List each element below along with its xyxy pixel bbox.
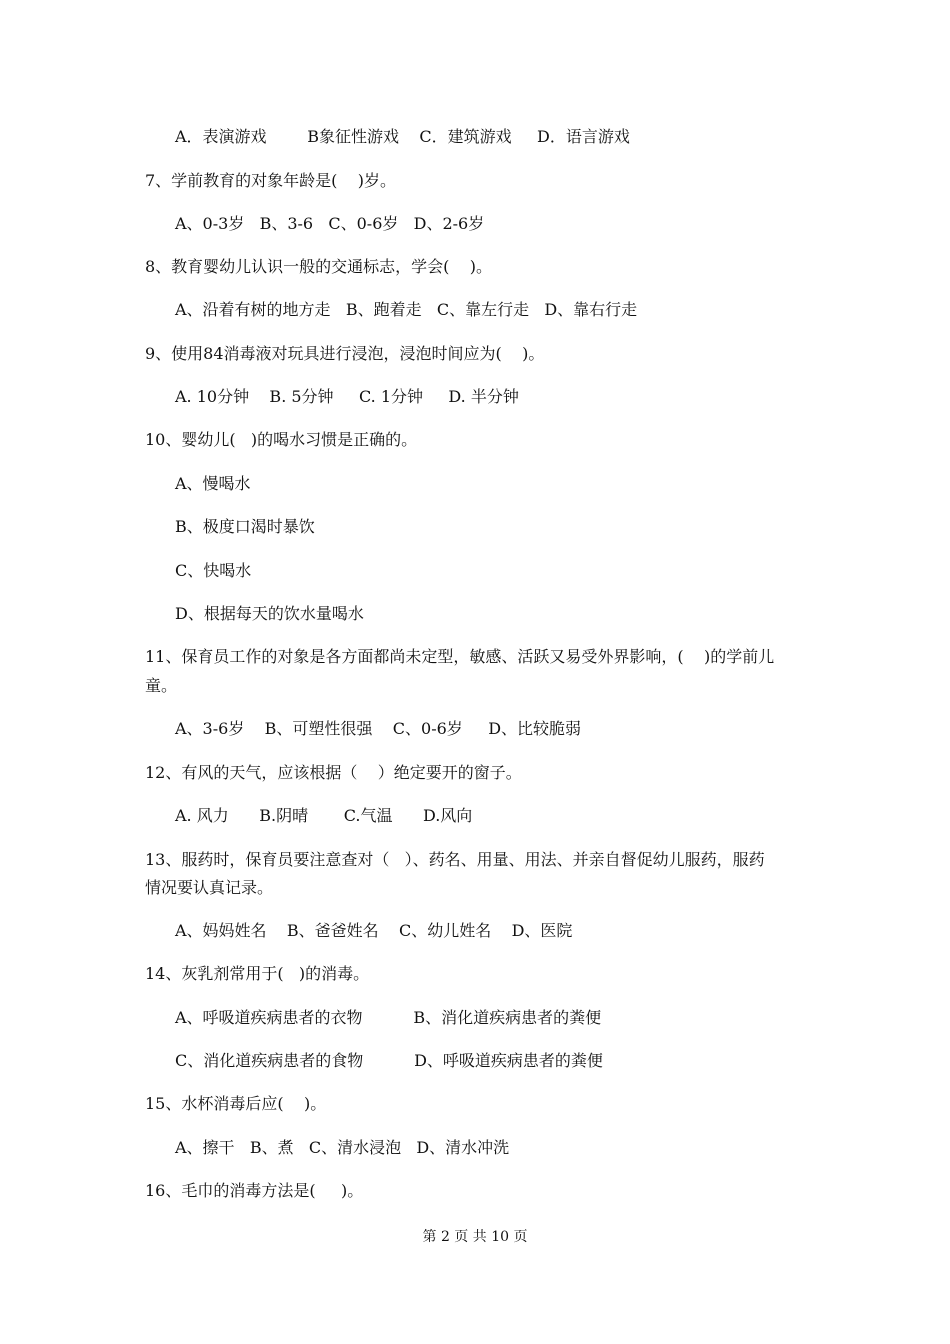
question-10-option-a: A、慢喝水 <box>175 474 251 493</box>
question-11: 11、保育员工作的对象是各方面都尚未定型，敏感、活跃又易受外界影响，( )的学前儿 <box>145 647 775 666</box>
question-10-option-c: C、快喝水 <box>175 561 252 580</box>
question-16: 16、毛巾的消毒方法是( )。 <box>145 1181 364 1200</box>
question-7: 7、学前教育的对象年龄是( )岁。 <box>145 171 397 190</box>
question-14-options-ab: A、呼吸道疾病患者的衣物 B、消化道疾病患者的粪便 <box>175 1008 602 1027</box>
question-13-continued: 情况要认真记录。 <box>145 878 274 897</box>
question-15-options: A、擦干 B、煮 C、清水浸泡 D、清水冲洗 <box>175 1138 510 1157</box>
question-10-option-d: D、根据每天的饮水量喝水 <box>175 604 364 623</box>
question-9-options: A. 10分钟 B. 5分钟 C. 1分钟 D. 半分钟 <box>175 387 519 406</box>
question-10-option-b: B、极度口渴时暴饮 <box>175 517 315 536</box>
page-footer: 第 2 页 共 10 页 <box>422 1229 528 1245</box>
question-13-options: A、妈妈姓名 B、爸爸姓名 C、幼儿姓名 D、医院 <box>175 921 573 940</box>
question-11-options: A、3-6岁 B、可塑性很强 C、0-6岁 D、比较脆弱 <box>175 719 582 738</box>
question-9: 9、使用84消毒液对玩具进行浸泡，浸泡时间应为( )。 <box>145 344 545 363</box>
question-8: 8、教育婴幼儿认识一般的交通标志，学会( )。 <box>145 257 493 276</box>
question-6-options: A．表演游戏 B象征性游戏 C．建筑游戏 D．语言游戏 <box>175 127 630 146</box>
question-12-options: A. 风力 B.阴晴 C.气温 D.风向 <box>175 806 473 825</box>
question-14-options-cd: C、消化道疾病患者的食物 D、呼吸道疾病患者的粪便 <box>175 1051 603 1070</box>
question-7-options: A、0-3岁 B、3-6 C、0-6岁 D、2-6岁 <box>175 214 485 233</box>
question-11-continued: 童。 <box>145 676 178 695</box>
question-12: 12、有风的天气，应该根据（ ）绝定要开的窗子。 <box>145 763 522 782</box>
question-14: 14、灰乳剂常用于( )的消毒。 <box>145 964 370 983</box>
question-10: 10、婴幼儿( )的喝水习惯是正确的。 <box>145 430 418 449</box>
question-15: 15、水杯消毒后应( )。 <box>145 1094 327 1113</box>
question-8-options: A、沿着有树的地方走 B、跑着走 C、靠左行走 D、靠右行走 <box>175 300 638 319</box>
question-13: 13、服药时，保育员要注意查对（ ）、药名、用量、用法、并亲自督促幼儿服药，服药 <box>145 850 765 869</box>
